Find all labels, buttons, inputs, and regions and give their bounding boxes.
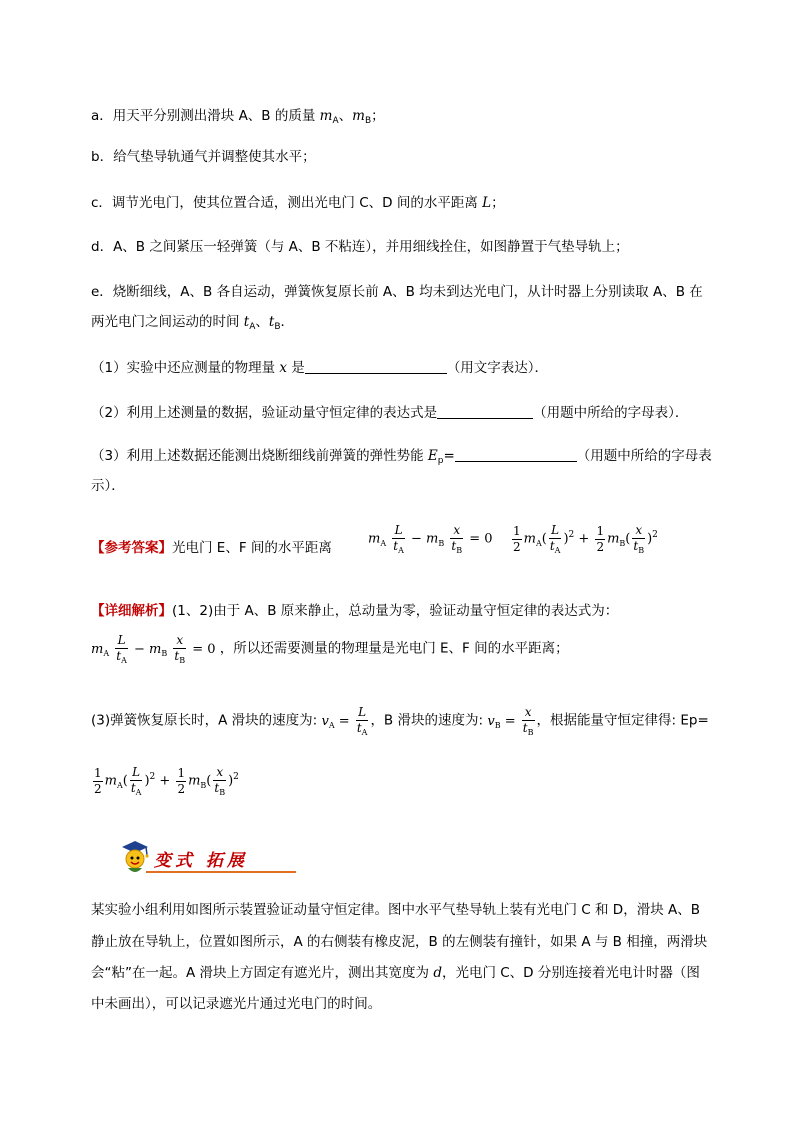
step-e-line1: e．烧断细线，A、B 各自运动，弹簧恢复原长前 A、B 均未到达光电门，从计时器上分别读取 A、B 在 [91, 284, 703, 300]
answer-blank-3[interactable] [455, 447, 577, 462]
answer-blank-1[interactable] [305, 359, 447, 374]
analysis-momentum-equation: $m_A$ $\frac{L}{t_A}$ − $m_B$ $\frac{x}{t_B}$ = 0 [91, 633, 216, 665]
question-2: （2）利用上述测量的数据，验证动量守恒定律的表达式是 （用题中所给的字母表）． [91, 405, 689, 421]
question-3-line1: （3）利用上述数据还能测出烧断细线前弹簧的弹性势能 $E_p=$ （用题中所给的字母表 [91, 448, 712, 466]
analysis-p1: 【详细解析】(1、2)由于 A、B 原来静止，总动量为零，验证动量守恒定律的表达式为： [91, 603, 619, 619]
answer-energy-equation: $\frac{1}{2}$ $m_A$( $\frac{L}{t_A}$ )$^2$ + $\frac{1}{2}$ $m_B$( $\frac{x}{t_B}$ )$^2$ [513, 523, 658, 555]
step-c: c．调节光电门，使其位置合适，测出光电门 C、D 间的水平距离 L； [91, 195, 505, 211]
analysis-p3: (3)弹簧恢复原长时，A 滑块的速度为: $v_A$ = $\frac{L}{t_A}$ ，B 滑块的速度为: $v_B$ = $\frac{x}{t_B}$ ，根据能量守恒定律得: Ep= [91, 705, 709, 737]
answer-text: 光电门 E、F 间的水平距离 [172, 540, 332, 556]
analysis-label: 【详细解析】 [91, 603, 172, 619]
step-b: b．给气垫导轨通气并调整使其水平； [91, 149, 316, 165]
extension-line-4: 中未画出），可以记录遮光片通过光电门的时间。 [91, 996, 382, 1012]
extension-line-1: 某实验小组利用如图所示装置验证动量守恒定律。图中水平气垫导轨上装有光电门 C 和 D，滑块 A、B [91, 902, 700, 918]
reference-answer [91, 536, 332, 556]
extension-line-2: 静止放在导轨上，位置如图所示，A 的右侧装有橡皮泥，B 的左侧装有撞针，如果 A 与 B 相撞，两滑块 [91, 934, 708, 950]
variant-extension-banner [118, 838, 288, 878]
step-e-line2: 两光电门之间运动的时间 $t_A$、$t_B$． [91, 314, 295, 332]
question-3-line2: 示）． [91, 478, 125, 494]
step-d: d．A、B 之间紧压一轻弹簧（与 A、B 不粘连），并用细线拴住，如图静置于气垫导轨上； [91, 239, 629, 255]
analysis-p2: $m_A$ $\frac{L}{t_A}$ − $m_B$ $\frac{x}{t_B}$ = 0 ，所以还需要测量的物理量是光电门 E、F 间的水平距离； [91, 633, 569, 665]
banner-title: 变式 拓展 [154, 851, 248, 871]
extension-line-3: 会“粘”在一起。A 滑块上方固定有遮光片，测出其宽度为 d，光电门 C、D 分别连接着光电计时器（图 [91, 965, 700, 981]
answer-blank-2[interactable] [437, 404, 533, 419]
question-1: （1）实验中还应测量的物理量 x 是 （用文字表达）． [91, 360, 549, 376]
answer-momentum-equation: $m_A$ $\frac{L}{t_A}$ − $m_B$ $\frac{x}{t_B}$ = 0 [368, 523, 493, 555]
analysis-energy-equation: $\frac{1}{2}$ $m_A$( $\frac{L}{t_A}$ )$^2$ + $\frac{1}{2}$ $m_B$( $\frac{x}{t_B}$ )$^2$ [94, 765, 239, 797]
answer-label: 【参考答案】 [91, 540, 172, 556]
velocity-a-equation: $v_A$ = $\frac{L}{t_A}$ [321, 705, 368, 737]
step-a: a．用天平分别测出滑块 A、B 的质量 $m_A$、$m_B$； [91, 108, 385, 126]
banner-underline [146, 871, 296, 873]
velocity-b-equation: $v_B$ = $\frac{x}{t_B}$ [487, 705, 534, 737]
